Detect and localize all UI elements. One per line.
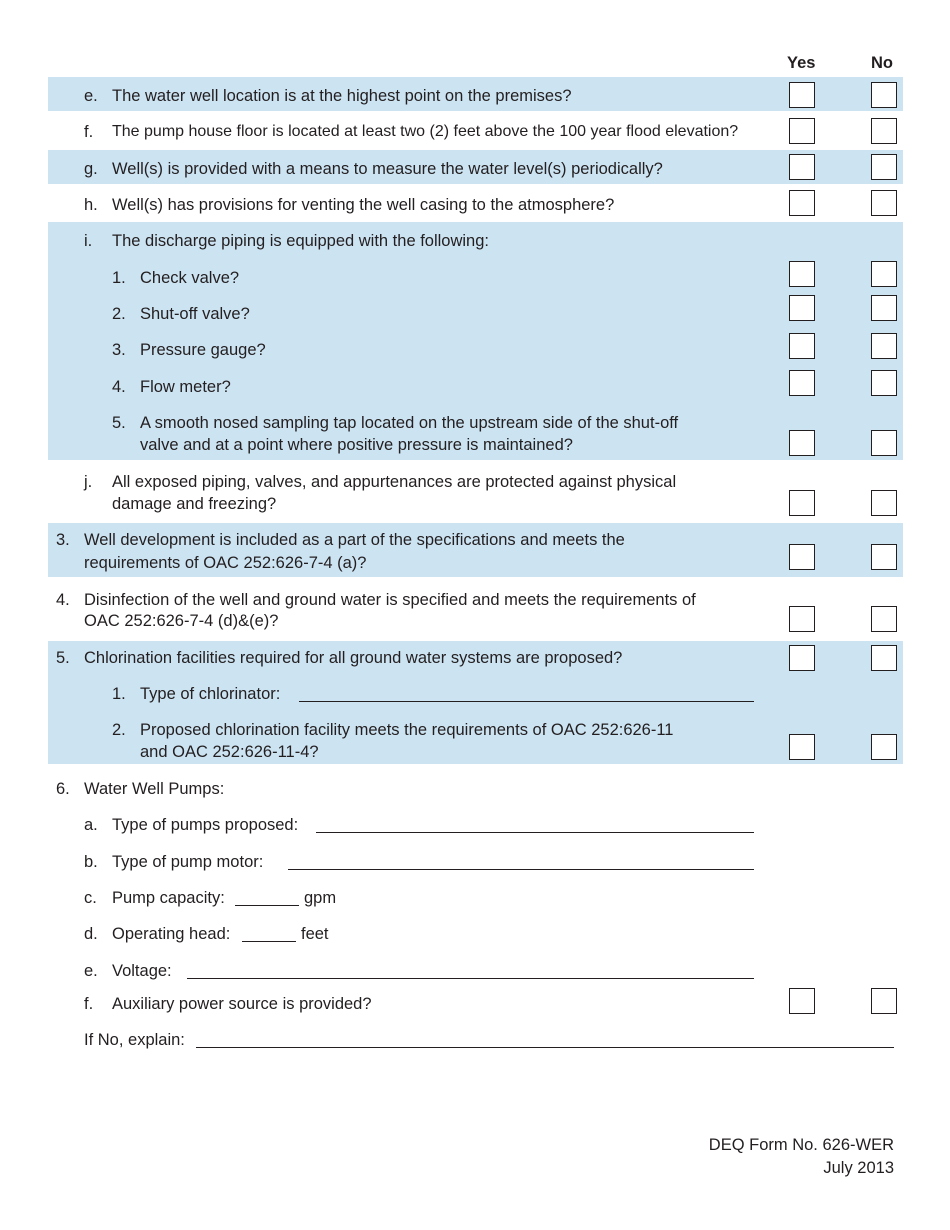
item-e-label: e. xyxy=(84,87,98,105)
explain-label: If No, explain: xyxy=(84,1031,185,1049)
item-i-3-no-checkbox[interactable] xyxy=(871,333,897,359)
item-j-no-checkbox[interactable] xyxy=(871,490,897,516)
section-5-2-label: 2. xyxy=(112,721,126,739)
item-g-label: g. xyxy=(84,160,98,178)
section-3-yes-checkbox[interactable] xyxy=(789,544,815,570)
item-i-2-label: 2. xyxy=(112,305,126,323)
pump-capacity-unit: gpm xyxy=(304,889,337,907)
item-i-4-label: 4. xyxy=(112,378,126,396)
item-j-label: j. xyxy=(84,473,93,491)
section-3-no-checkbox[interactable] xyxy=(871,544,897,570)
item-i-2-text: Shut-off valve? xyxy=(140,305,250,323)
item-h-label: h. xyxy=(84,196,98,214)
section-5-yes-checkbox[interactable] xyxy=(789,645,815,671)
form-date: July 2013 xyxy=(823,1159,894,1177)
yes-column-header: Yes xyxy=(787,54,816,72)
item-h-text: Well(s) has provisions for venting the well casing to the atmosphere? xyxy=(112,196,615,214)
section-5-2-yes-checkbox[interactable] xyxy=(789,734,815,760)
item-i-4-no-checkbox[interactable] xyxy=(871,370,897,396)
explain-field[interactable] xyxy=(196,1047,894,1048)
section-4-text-line2: OAC 252:626-7-4 (d)&(e)? xyxy=(84,612,279,630)
item-j-yes-checkbox[interactable] xyxy=(789,490,815,516)
pump-f-label: f. xyxy=(84,995,94,1013)
operating-head-field[interactable] xyxy=(242,941,296,942)
section-5-text: Chlorination facilities required for all ground water systems are proposed? xyxy=(84,649,623,667)
pump-e-label: e. xyxy=(84,962,98,980)
item-i-label: i. xyxy=(84,232,93,250)
item-j-text-line2: damage and freezing? xyxy=(112,495,277,513)
item-i-3-yes-checkbox[interactable] xyxy=(789,333,815,359)
form-number: DEQ Form No. 626-WER xyxy=(708,1136,894,1154)
item-i-1-no-checkbox[interactable] xyxy=(871,261,897,287)
section-5-label: 5. xyxy=(56,649,70,667)
no-column-header: No xyxy=(871,54,893,72)
voltage-field[interactable] xyxy=(187,978,754,979)
section-4-text: Disinfection of the well and ground water is specified and meets the requirements of xyxy=(84,591,696,609)
item-e-yes-checkbox[interactable] xyxy=(789,82,815,108)
item-g-no-checkbox[interactable] xyxy=(871,154,897,180)
item-i-2-no-checkbox[interactable] xyxy=(871,295,897,321)
pump-type-field[interactable] xyxy=(316,832,754,833)
pump-b-text: Type of pump motor: xyxy=(112,853,264,871)
item-e-text: The water well location is at the highest point on the premises? xyxy=(112,87,572,105)
item-i-1-yes-checkbox[interactable] xyxy=(789,261,815,287)
item-i-1-label: 1. xyxy=(112,269,126,287)
section-6-text: Water Well Pumps: xyxy=(84,780,225,798)
item-f-text: The pump house floor is located at least two (2) feet above the 100 year flood elevation? xyxy=(112,123,739,140)
item-i-5-label: 5. xyxy=(112,414,126,432)
item-h-yes-checkbox[interactable] xyxy=(789,190,815,216)
item-i-5-no-checkbox[interactable] xyxy=(871,430,897,456)
pump-c-label: c. xyxy=(84,889,97,907)
section-5-2-no-checkbox[interactable] xyxy=(871,734,897,760)
section-6-label: 6. xyxy=(56,780,70,798)
section-5-1-label: 1. xyxy=(112,685,126,703)
item-i-5-text-line2: valve and at a point where positive pressure is maintained? xyxy=(140,436,573,454)
section-5-no-checkbox[interactable] xyxy=(871,645,897,671)
item-j-text: All exposed piping, valves, and appurtenances are protected against physical xyxy=(112,473,677,491)
section-3-text: Well development is included as a part of the specifications and meets the xyxy=(84,531,625,549)
pump-d-label: d. xyxy=(84,925,98,943)
item-i-5-text: A smooth nosed sampling tap located on the upstream side of the shut-off xyxy=(140,414,679,432)
item-i-2-yes-checkbox[interactable] xyxy=(789,295,815,321)
pump-f-no-checkbox[interactable] xyxy=(871,988,897,1014)
item-i-text: The discharge piping is equipped with the following: xyxy=(112,232,489,250)
section-5-1-text: Type of chlorinator: xyxy=(140,685,281,703)
item-i-1-text: Check valve? xyxy=(140,269,240,287)
item-i-3-text: Pressure gauge? xyxy=(140,341,266,359)
pump-f-text: Auxiliary power source is provided? xyxy=(112,995,372,1013)
pump-a-text: Type of pumps proposed: xyxy=(112,816,299,834)
section-4-no-checkbox[interactable] xyxy=(871,606,897,632)
pump-b-label: b. xyxy=(84,853,98,871)
item-i-4-yes-checkbox[interactable] xyxy=(789,370,815,396)
item-i-4-text: Flow meter? xyxy=(140,378,231,396)
pump-d-text: Operating head: xyxy=(112,925,231,943)
item-h-no-checkbox[interactable] xyxy=(871,190,897,216)
item-i-3-label: 3. xyxy=(112,341,126,359)
item-i-5-yes-checkbox[interactable] xyxy=(789,430,815,456)
section-4-yes-checkbox[interactable] xyxy=(789,606,815,632)
item-f-yes-checkbox[interactable] xyxy=(789,118,815,144)
pump-capacity-field[interactable] xyxy=(235,905,299,906)
item-g-text: Well(s) is provided with a means to measure the water level(s) periodically? xyxy=(112,160,663,178)
pump-a-label: a. xyxy=(84,816,98,834)
item-f-no-checkbox[interactable] xyxy=(871,118,897,144)
section-5-2-text-line2: and OAC 252:626-11-4? xyxy=(140,743,319,761)
item-g-yes-checkbox[interactable] xyxy=(789,154,815,180)
pump-c-text: Pump capacity: xyxy=(112,889,225,907)
pump-motor-field[interactable] xyxy=(288,869,754,870)
pump-f-yes-checkbox[interactable] xyxy=(789,988,815,1014)
section-3-text-line2: requirements of OAC 252:626-7-4 (a)? xyxy=(84,554,367,572)
item-f-label: f. xyxy=(84,123,94,141)
chlorinator-type-field[interactable] xyxy=(299,701,754,702)
section-5-2-text: Proposed chlorination facility meets the requirements of OAC 252:626-11 xyxy=(140,721,674,739)
item-e-no-checkbox[interactable] xyxy=(871,82,897,108)
pump-e-text: Voltage: xyxy=(112,962,172,980)
section-4-label: 4. xyxy=(56,591,70,609)
section-3-label: 3. xyxy=(56,531,70,549)
operating-head-unit: feet xyxy=(301,925,329,943)
